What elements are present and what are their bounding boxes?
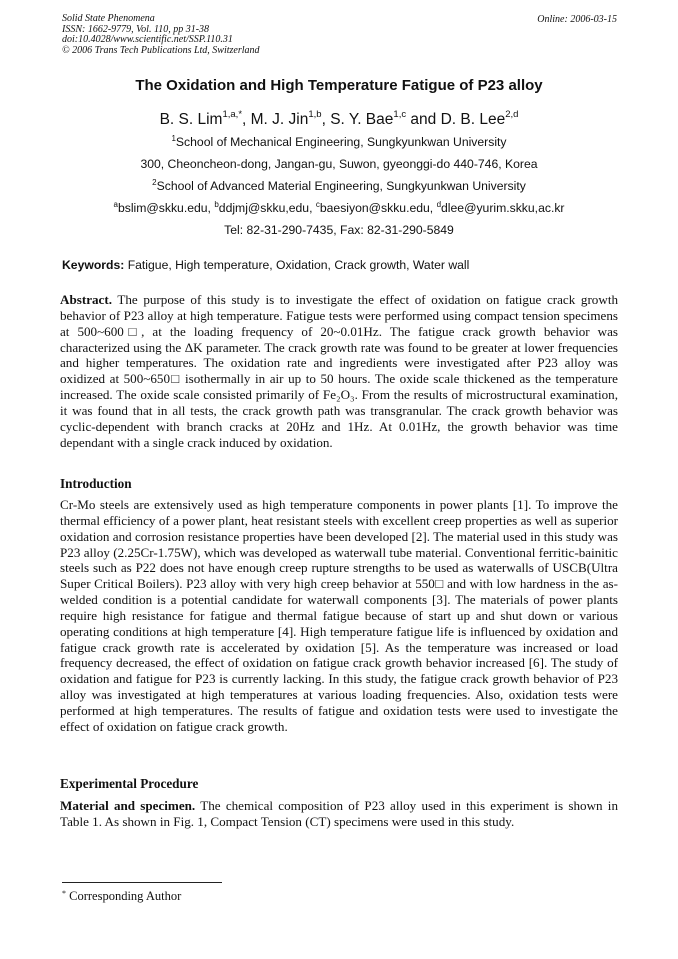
abstract-label: Abstract. [60, 292, 112, 307]
email-mark: a [113, 200, 118, 209]
email-link[interactable]: dlee@yurim.skku,ac.kr [441, 201, 565, 215]
author-separator: , [321, 111, 331, 128]
contact-phone-fax: Tel: 82-31-290-7435, Fax: 82-31-290-5849 [224, 223, 454, 237]
affiliation-mark: 1 [171, 134, 176, 143]
email-mark: b [214, 200, 219, 209]
footnote-mark: * [62, 889, 66, 898]
doi-line: doi:10.4028/www.scientific.net/SSP.110.31 [62, 34, 233, 45]
introduction-paragraph: Cr-Mo steels are extensively used as high temperature components in power plants [1]. To improve the thermal efficiency of a power plant, heat resistant steels with excellent creep properties as well as superior oxidation and corrosion resistance properties have been developed [2]. The material used in this study was P23 alloy (2.25Cr-1.75W), which was developed as waterwall tube material. Conventional ferritic-bainitic steels such as P22 does not have enough creep rupture strengths to be used as waterwalls of USCB(Ultra Super Critical Boilers). P23 alloy with very high creep behavior at 550□ and with low hardness in the as-welded condition is a potential candidate for waterwall components [3]. The materials of power plants require high resistance for fatigue and thermal fatigue because of start up and shut down or various operating conditions at high temperature [4]. High temperature fatigue life is influenced by oxidation and fatigue crack growth rate is accelerated by oxidation [5]. As the temperature was increased or load frequency decreased, the effect of oxidation on fatigue crack growth behavior increased [6]. The study of oxidation and fatigue for P23 is currently lacking. In this study, the fatigue crack growth behavior of P23 alloy was investigated at high temperatures at various loading frequencies. Also, oxidation tests were performed at high temperatures. The results of fatigue and oxidation tests were used to investigate the effect of oxidation on fatigue crack growth. [60, 497, 618, 734]
experimental-paragraph [60, 798, 618, 830]
affiliation-text: School of Mechanical Engineering, Sungkyunkwan University [175, 135, 507, 149]
affiliation-1-address: 300, Cheoncheon-dong, Jangan-gu, Suwon, gyeonggi-do 440-746, Korea [140, 157, 538, 171]
footnote-text: Corresponding Author [66, 889, 182, 903]
experimental-heading: Experimental Procedure [60, 776, 199, 791]
abstract-text: The purpose of this study is to investigate the effect of oxidation on fatigue crack growth behavior of P23 alloy at high temperature. Fatigue tests were performed using compact tension specimens at 500~600□, at the loading frequency of 20~0.01Hz. The fatigue crack growth behavior was characterized using the ΔK parameter. The crack growth rate was found to be greater at lower frequencies and higher temperatures. The oxidation rate and ingredients were investigated after P23 alloy was oxidized at 500~650□ isothermally in air up to 50 hours. The oxide scale thickened as the temperature increased. The oxide scale consisted primarily of Fe₂O₃. From the results of microstructural examination, it was found that in all tests, the crack growth path was transgranular. The crack growth behavior was cyclic-dependent with branch cracks at 20Hz and 1Hz. At 0.01Hz, the growth behavior was time dependant with a single crack induced by oxidation. [60, 292, 618, 450]
author-name: M. J. Jin [250, 111, 309, 128]
issn-line: ISSN: 1662-9779, Vol. 110, pp 31-38 [62, 23, 210, 35]
author-name: B. S. Lim [159, 111, 223, 128]
introduction-heading: Introduction [60, 476, 132, 491]
affiliation-1 [0, 135, 678, 149]
author-affil-mark: 2,d [505, 109, 519, 120]
email-list [0, 201, 678, 215]
author-separator: , [242, 111, 251, 128]
author-affil-mark: 1,c [393, 109, 407, 120]
keywords-text: Fatigue, High temperature, Oxidation, Crack growth, Water wall [124, 258, 470, 272]
footnote-rule [62, 882, 222, 883]
email-mark: c [315, 200, 320, 209]
copyright-line: © 2006 Trans Tech Publications Ltd, Switzerland [62, 44, 260, 56]
email-link[interactable]: ddjmj@skku,edu, [218, 201, 316, 215]
author-affil-mark: 1,b [308, 109, 322, 120]
keywords-line [62, 258, 622, 272]
author-affil-mark: 1,a,* [222, 109, 243, 120]
journal-header [62, 14, 617, 56]
affiliation-mark: 2 [152, 178, 157, 187]
subsection-label: Material and specimen. [60, 798, 196, 813]
paper-title: The Oxidation and High Temperature Fatigue of P23 alloy [135, 77, 543, 94]
affiliation-2 [0, 179, 678, 193]
author-list [0, 111, 678, 129]
journal-name: Solid State Phenomena [62, 13, 155, 24]
online-date: Online: 2006-03-15 [537, 14, 617, 25]
email-link[interactable]: baesiyon@skku.edu, [319, 201, 437, 215]
abstract-paragraph [60, 292, 618, 450]
keywords-label: Keywords: [62, 258, 125, 272]
author-name: D. B. Lee [440, 111, 506, 128]
affiliation-text: School of Advanced Material Engineering, Sungkyunkwan University [156, 179, 526, 193]
author-separator: and [406, 111, 441, 128]
footnote [62, 889, 181, 904]
email-link[interactable]: bslim@skku.edu, [117, 201, 215, 215]
author-name: S. Y. Bae [330, 111, 394, 128]
experimental-text: The chemical composition of P23 alloy used in this experiment is shown in Table 1. As shown in Fig. 1, Compact Tension (CT) specimens were used in this study. [60, 798, 618, 829]
email-mark: d [436, 200, 442, 209]
